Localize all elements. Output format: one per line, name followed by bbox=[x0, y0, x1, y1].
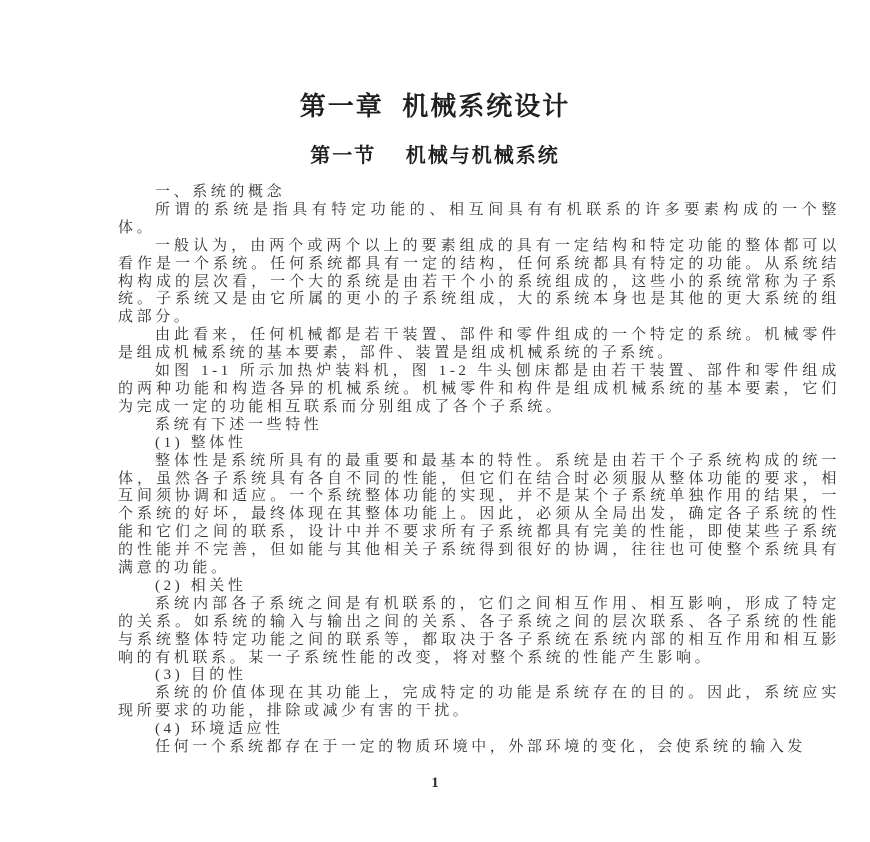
paragraph: 一般认为，由两个或两个以上的要素组成的具有一定结构和特定功能的整体都可以看作是一个系统。任何系统都具有一定的结构，任何系统都具有特定的功能。从系统结构构成的层次看，一个大的系统是由若干个小的系统组成的，这些小的系统常称为子系统。子系统又是由它所属的更小的子系统组成，大的系统本身也是其他的更大系统的组成部分。 bbox=[118, 237, 840, 326]
paragraph: 任何一个系统都存在于一定的物质环境中，外部环境的变化，会使系统的输入发 bbox=[155, 739, 807, 756]
paragraph: 由此看来，任何机械都是若干装置、部件和零件组成的一个特定的系统。机械零件是组成机械系统的基本要素，部件、装置是组成机械系统的子系统。 bbox=[118, 327, 840, 362]
paragraph: 系统有下述一些特性 bbox=[155, 416, 323, 433]
page-number: 1 bbox=[431, 775, 439, 791]
paragraph: (4) 环境适应性 bbox=[155, 721, 284, 738]
paragraph: 一、系统的概念 bbox=[155, 184, 286, 200]
chapter-title: 第一章 机械系统设计 bbox=[299, 91, 571, 121]
paragraph: (3) 目的性 bbox=[155, 667, 247, 684]
paragraph: 整体性是系统所具有的最重要和最基本的特性。系统是由若干个子系统构成的统一体，虽然各子系统具有各自不同的性能，但它们在结合时必须服从整体功能的要求，相互间须协调和适应。一个系统整体功能的实现，并不是某个子系统单独作用的结果，一个系统的好坏，最终体现在其整体功能上。因此，必须从全局出发，确定各子系统的性能和它们之间的联系，设计中并不要求所有子系统都具有完美的性能，即使某些子系统的性能并不完善，但如能与其他相关子系统得到很好的协调，往往也可使整个系统具有满意的功能。 bbox=[118, 452, 840, 577]
section-title: 第一节 机械与机械系统 bbox=[310, 145, 560, 167]
document-body bbox=[118, 184, 840, 757]
paragraph: (1) 整体性 bbox=[155, 434, 247, 451]
paragraph: 所谓的系统是指具有特定功能的、相互间具有有机联系的许多要素构成的一个整体。 bbox=[118, 201, 840, 236]
paragraph: 系统内部各子系统之间是有机联系的，它们之间相互作用、相互影响，形成了特定的关系。如系统的输入与输出之间的关系、各子系统之间的层次联系、各子系统的性能与系统整体特定功能之间的联系等，都取决于各子系统在系统内部的相互作用和相互影响的有机联系。某一子系统性能的改变，将对整个系统的性能产生影响。 bbox=[118, 595, 840, 666]
paragraph: 系统的价值体现在其功能上，完成特定的功能是系统存在的目的。因此，系统应实现所要求的功能，排除或减少有害的干扰。 bbox=[118, 685, 840, 720]
paragraph: 如图 1-1 所示加热炉装料机，图 1-2 牛头刨床都是由若干装置、部件和零件组成的两种功能和构造各异的机械系统。机械零件和构件是组成机械系统的基本要素，它们为完成一定的功能相互联系而分别组成了各个子系统。 bbox=[118, 363, 840, 415]
paragraph: (2) 相关性 bbox=[155, 577, 247, 594]
